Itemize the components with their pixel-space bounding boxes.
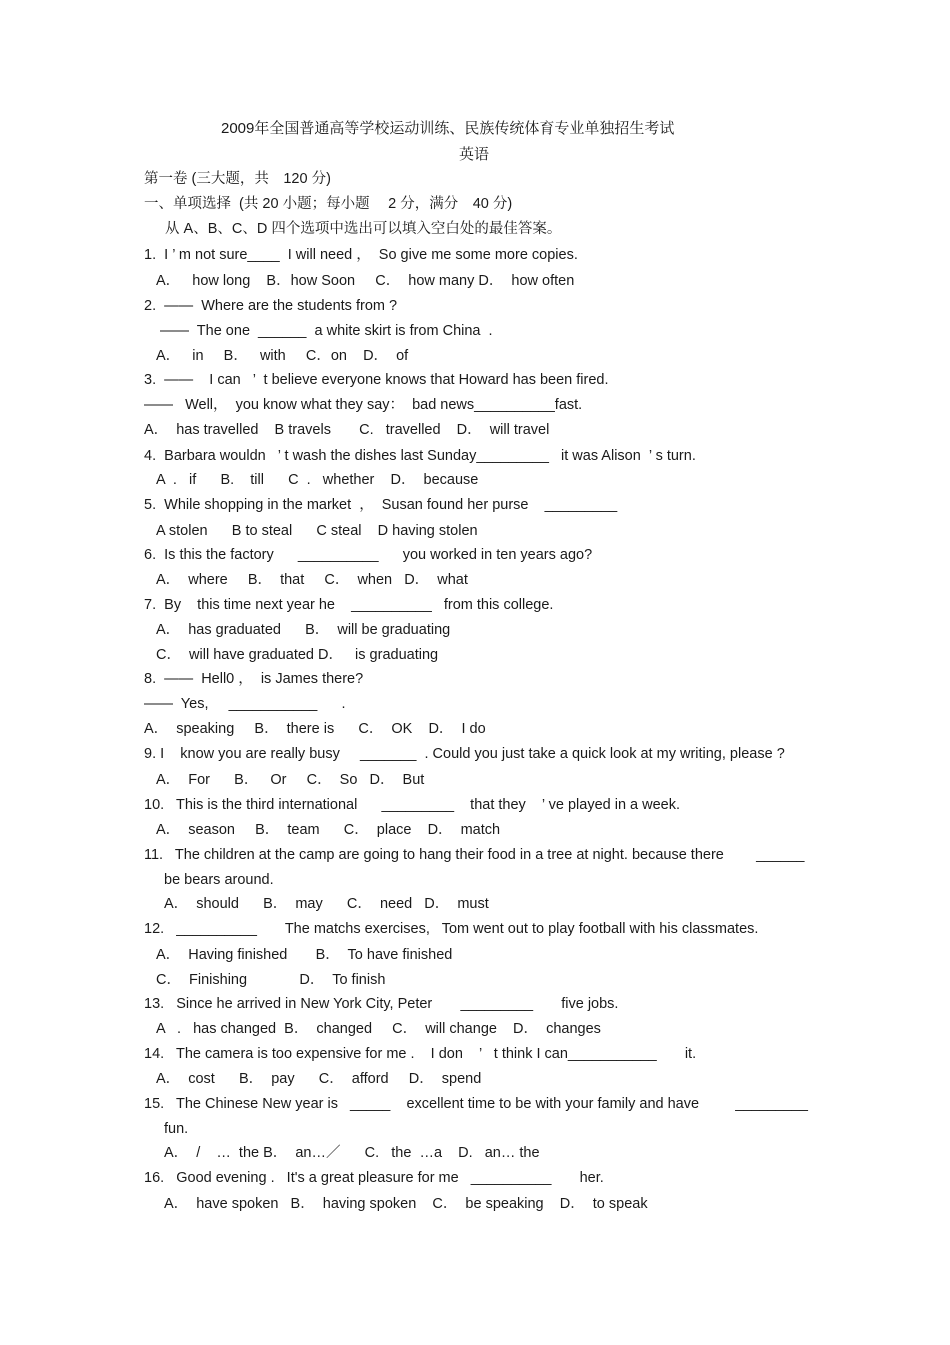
question-16-stem: 16. Good evening . It's a great pleasure for me __________ her.	[144, 1170, 604, 1186]
question-3-stem: 3. —— I can ’ t believe everyone knows that Howard has been fired.	[144, 372, 609, 388]
question-7-options: A． has graduated B． will be graduating	[156, 622, 451, 638]
question-13-stem: 13. Since he arrived in New York City, Peter _________ five jobs.	[144, 996, 619, 1012]
question-12-stem: 12. __________ The matchs exercises, Tom went out to play football with his classmates.	[144, 921, 759, 937]
question-3-stem: —— Well， you know what they say： bad news__________fast.	[144, 397, 583, 413]
question-1-stem: 1. I ’ m not sure____ I will need ， So give me some more copies.	[144, 247, 578, 263]
instruction-text: 从 A、B、C、D 四个选项中选出可以填入空白处的最佳答案。	[165, 221, 562, 237]
question-13-options: A . has changed B． changed C． will change D． changes	[156, 1021, 601, 1037]
question-15-stem: 15. The Chinese New year is _____ excellent time to be with your family and have _________	[144, 1096, 808, 1112]
question-9-options: A． For B． Or C． So D． But	[156, 772, 425, 788]
question-2-options: A． in B． with C．on D． of	[156, 348, 409, 364]
question-12-options: A． Having finished B． To have finished	[156, 947, 453, 963]
question-7-stem: 7. By this time next year he __________ from this college.	[144, 597, 554, 613]
volume-heading: 第一卷 (三大题，共 120 分)	[144, 171, 331, 187]
part-heading: 一、单项选择 (共 20 小题；每小题 2 分，满分 40 分)	[144, 196, 513, 212]
question-7-options: C． will have graduated D． is graduating	[156, 647, 439, 663]
question-11-options: A． should B． may C． need D． must	[164, 896, 489, 912]
question-6-stem: 6. Is this the factory __________ you worked in ten years ago?	[144, 547, 593, 563]
question-12-options: C． Finishing D． To finish	[156, 972, 386, 988]
question-5-stem: 5. While shopping in the market ， Susan found her purse _________	[144, 497, 618, 513]
question-15-stem: fun.	[164, 1121, 189, 1137]
question-2-stem: 2. —— Where are the students from ?	[144, 298, 398, 314]
exam-title: 2009年全国普通高等学校运动训练、民族传统体育专业单独招生考试	[221, 120, 675, 137]
question-4-options: A . if B. till C . whether D． because	[156, 472, 479, 488]
question-10-stem: 10. This is the third international _________ that they ’ ve played in a week.	[144, 797, 681, 813]
question-3-options: A． has travelled B travels C. travelled D． will travel	[144, 422, 550, 438]
question-15-options: A． / … the B． an…／ C. the …a D. an… the	[164, 1145, 540, 1161]
question-5-options: A stolen B to steal C steal D having stolen	[156, 523, 478, 539]
question-14-options: A． cost B． pay C． afford D． spend	[156, 1071, 482, 1087]
question-11-stem: 11. The children at the camp are going to hang their food in a tree at night. because there ______	[144, 847, 805, 863]
question-11-stem: be bears around.	[164, 872, 274, 888]
question-14-stem: 14. The camera is too expensive for me . I don ’ t think I can___________ it.	[144, 1046, 697, 1062]
question-9-stem: 9. I know you are really busy _______ . Could you just take a quick look at my writing, please ?	[144, 746, 785, 762]
question-8-stem: —— Yes, ___________ .	[144, 696, 346, 712]
question-8-options: A． speaking B． there is C． OK D． I do	[144, 721, 486, 737]
question-4-stem: 4. Barbara wouldn ’ t wash the dishes last Sunday_________ it was Alison ’ s turn.	[144, 448, 696, 464]
question-6-options: A． where B． that C． when D． what	[156, 572, 468, 588]
question-2-stem: —— The one ______ a white skirt is from China .	[160, 323, 493, 339]
question-8-stem: 8. —— Hell0 ， is James there?	[144, 671, 364, 687]
exam-subject: 英语	[459, 146, 490, 163]
question-10-options: A． season B． team C． place D． match	[156, 822, 501, 838]
question-16-options: A． have spoken B． having spoken C． be speaking D． to speak	[164, 1196, 648, 1212]
question-1-options: A． how long B．how Soon C． how many D． how often	[156, 273, 575, 289]
